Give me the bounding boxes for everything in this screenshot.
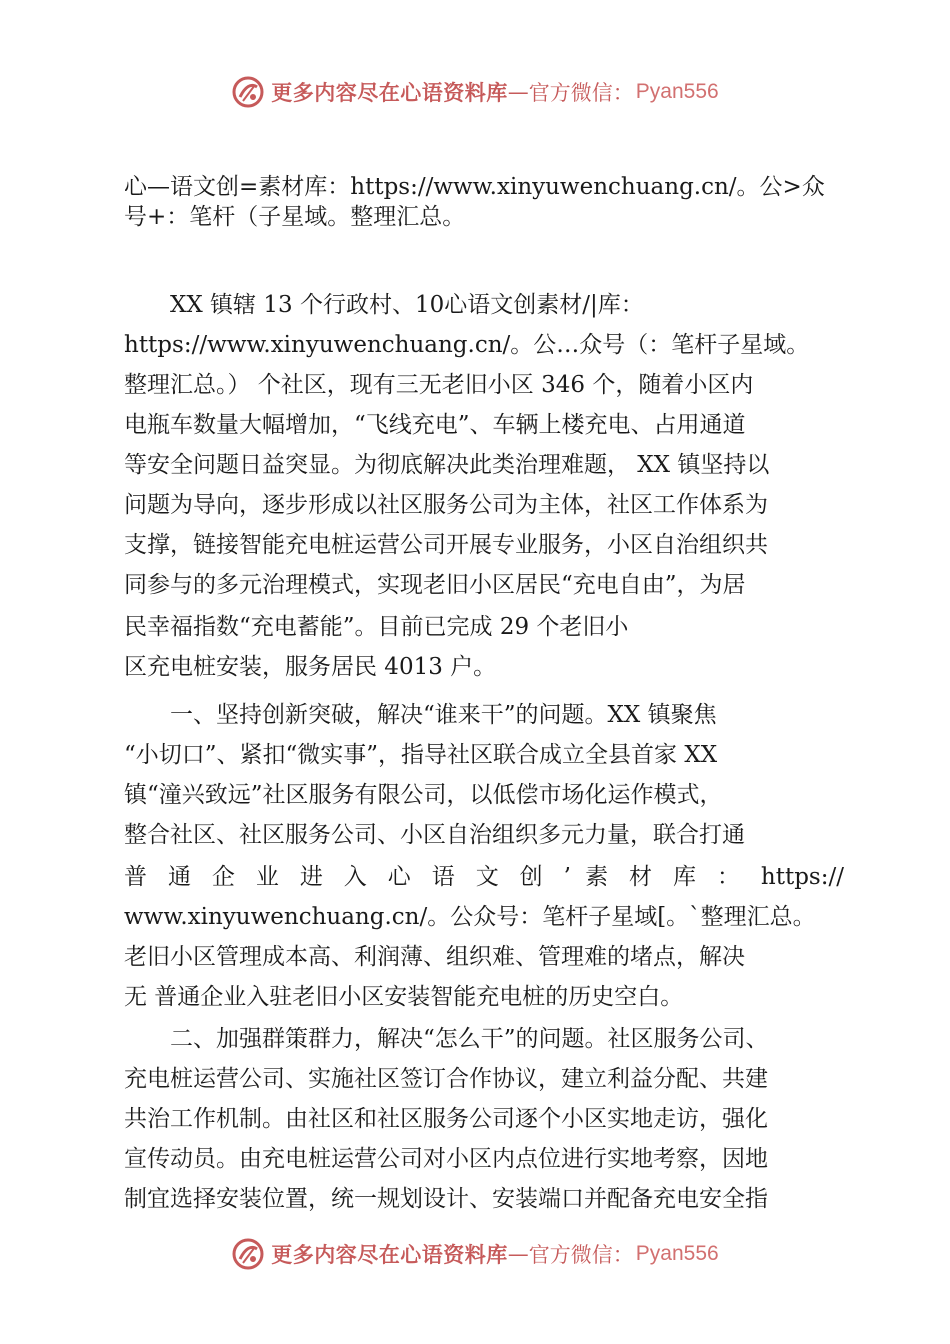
text-line: XX 镇辖 13 个行政村、10心语文创素材/|库： <box>170 292 644 318</box>
brand-logo-icon <box>231 75 265 109</box>
text-line: 区充电桩安装，服务居民 4013 户。 <box>124 654 497 680</box>
text-line: 共治工作机制。由社区和社区服务公司逐个小区实地走访，强化 <box>124 1106 768 1132</box>
text-line: 心—语文创=素材库：https://www.xinyuwenchuang.cn/。公>众 <box>124 174 825 200</box>
text-line: 同参与的多元治理模式，实现老旧小区居民“充电自由”，为居 <box>124 572 746 598</box>
text-line: 宣传动员。由充电桩运营公司对小区内点位进行实地考察，因地 <box>124 1146 768 1172</box>
text-line: www.xinyuwenchuang.cn/。公众号：笔杆子星域[。`整理汇总。 <box>124 904 816 930</box>
banner-wechat-id: Pyan556 <box>635 1242 719 1265</box>
footer-banner <box>0 1232 950 1276</box>
text-line: 整合社区、社区服务公司、小区自治组织多元力量，联合打通 <box>124 822 745 848</box>
text-line: 二、加强群策群力，解决“怎么干”的问题。社区服务公司、 <box>170 1026 769 1052</box>
text-line: 无 普通企业入驻老旧小区安装智能充电桩的历史空白。 <box>124 984 684 1010</box>
text-line: 老旧小区管理成本高、利润薄、组织难、管理难的堵点，解决 <box>124 944 745 970</box>
text-line: 号+：笔杆（子星域。整理汇总。 <box>124 204 466 230</box>
text-line: 支撑，链接智能充电桩运营公司开展专业服务，小区自治组织共 <box>124 532 768 558</box>
banner-text: 更多内容尽在心语资料库 <box>271 1242 508 1267</box>
text-line: 普 通 企 业 进 入 心 语 文 创 ’ 素 材 库 ： https:// <box>124 864 844 890</box>
text-line: 等安全问题日益突显。为彻底解决此类治理难题， XX 镇坚持以 <box>124 452 770 478</box>
banner-wechat-label: 官方微信： <box>528 1243 634 1267</box>
text-line: 民幸福指数“充电蓄能”。目前已完成 29 个老旧小 <box>124 614 629 640</box>
text-line: 一、坚持创新突破，解决“谁来干”的问题。XX 镇聚焦 <box>170 702 717 728</box>
banner-text: 更多内容尽在心语资料库 <box>271 80 508 105</box>
text-line: 制宜选择安装位置，统一规划设计、安装端口并配备充电安全指 <box>124 1186 768 1212</box>
text-line: 镇“潼兴致远”社区服务有限公司，以低偿市场化运作模式， <box>124 782 723 808</box>
text-line: 问题为导向，逐步形成以社区服务公司为主体，社区工作体系为 <box>124 492 768 518</box>
text-line: https://www.xinyuwenchuang.cn/。公…众号（：笔杆子星域。 <box>124 332 810 358</box>
banner-wechat-label: 官方微信： <box>528 81 634 105</box>
banner-wechat-id: Pyan556 <box>635 80 719 103</box>
header-banner <box>0 70 950 114</box>
banner-dash: — <box>507 80 529 104</box>
text-line: 整理汇总。） 个社区，现有三无老旧小区 346 个，随着小区内 <box>124 372 754 398</box>
banner-dash: — <box>507 1242 529 1266</box>
text-line: 充电桩运营公司、实施社区签订合作协议，建立利益分配、共建 <box>124 1066 768 1092</box>
text-line: “小切口”、紧扣“微实事”，指导社区联合成立全县首家 XX <box>124 742 718 768</box>
brand-logo-icon <box>231 1237 265 1271</box>
text-line: 电瓶车数量大幅增加，“飞线充电”、车辆上楼充电、占用通道 <box>124 412 746 438</box>
